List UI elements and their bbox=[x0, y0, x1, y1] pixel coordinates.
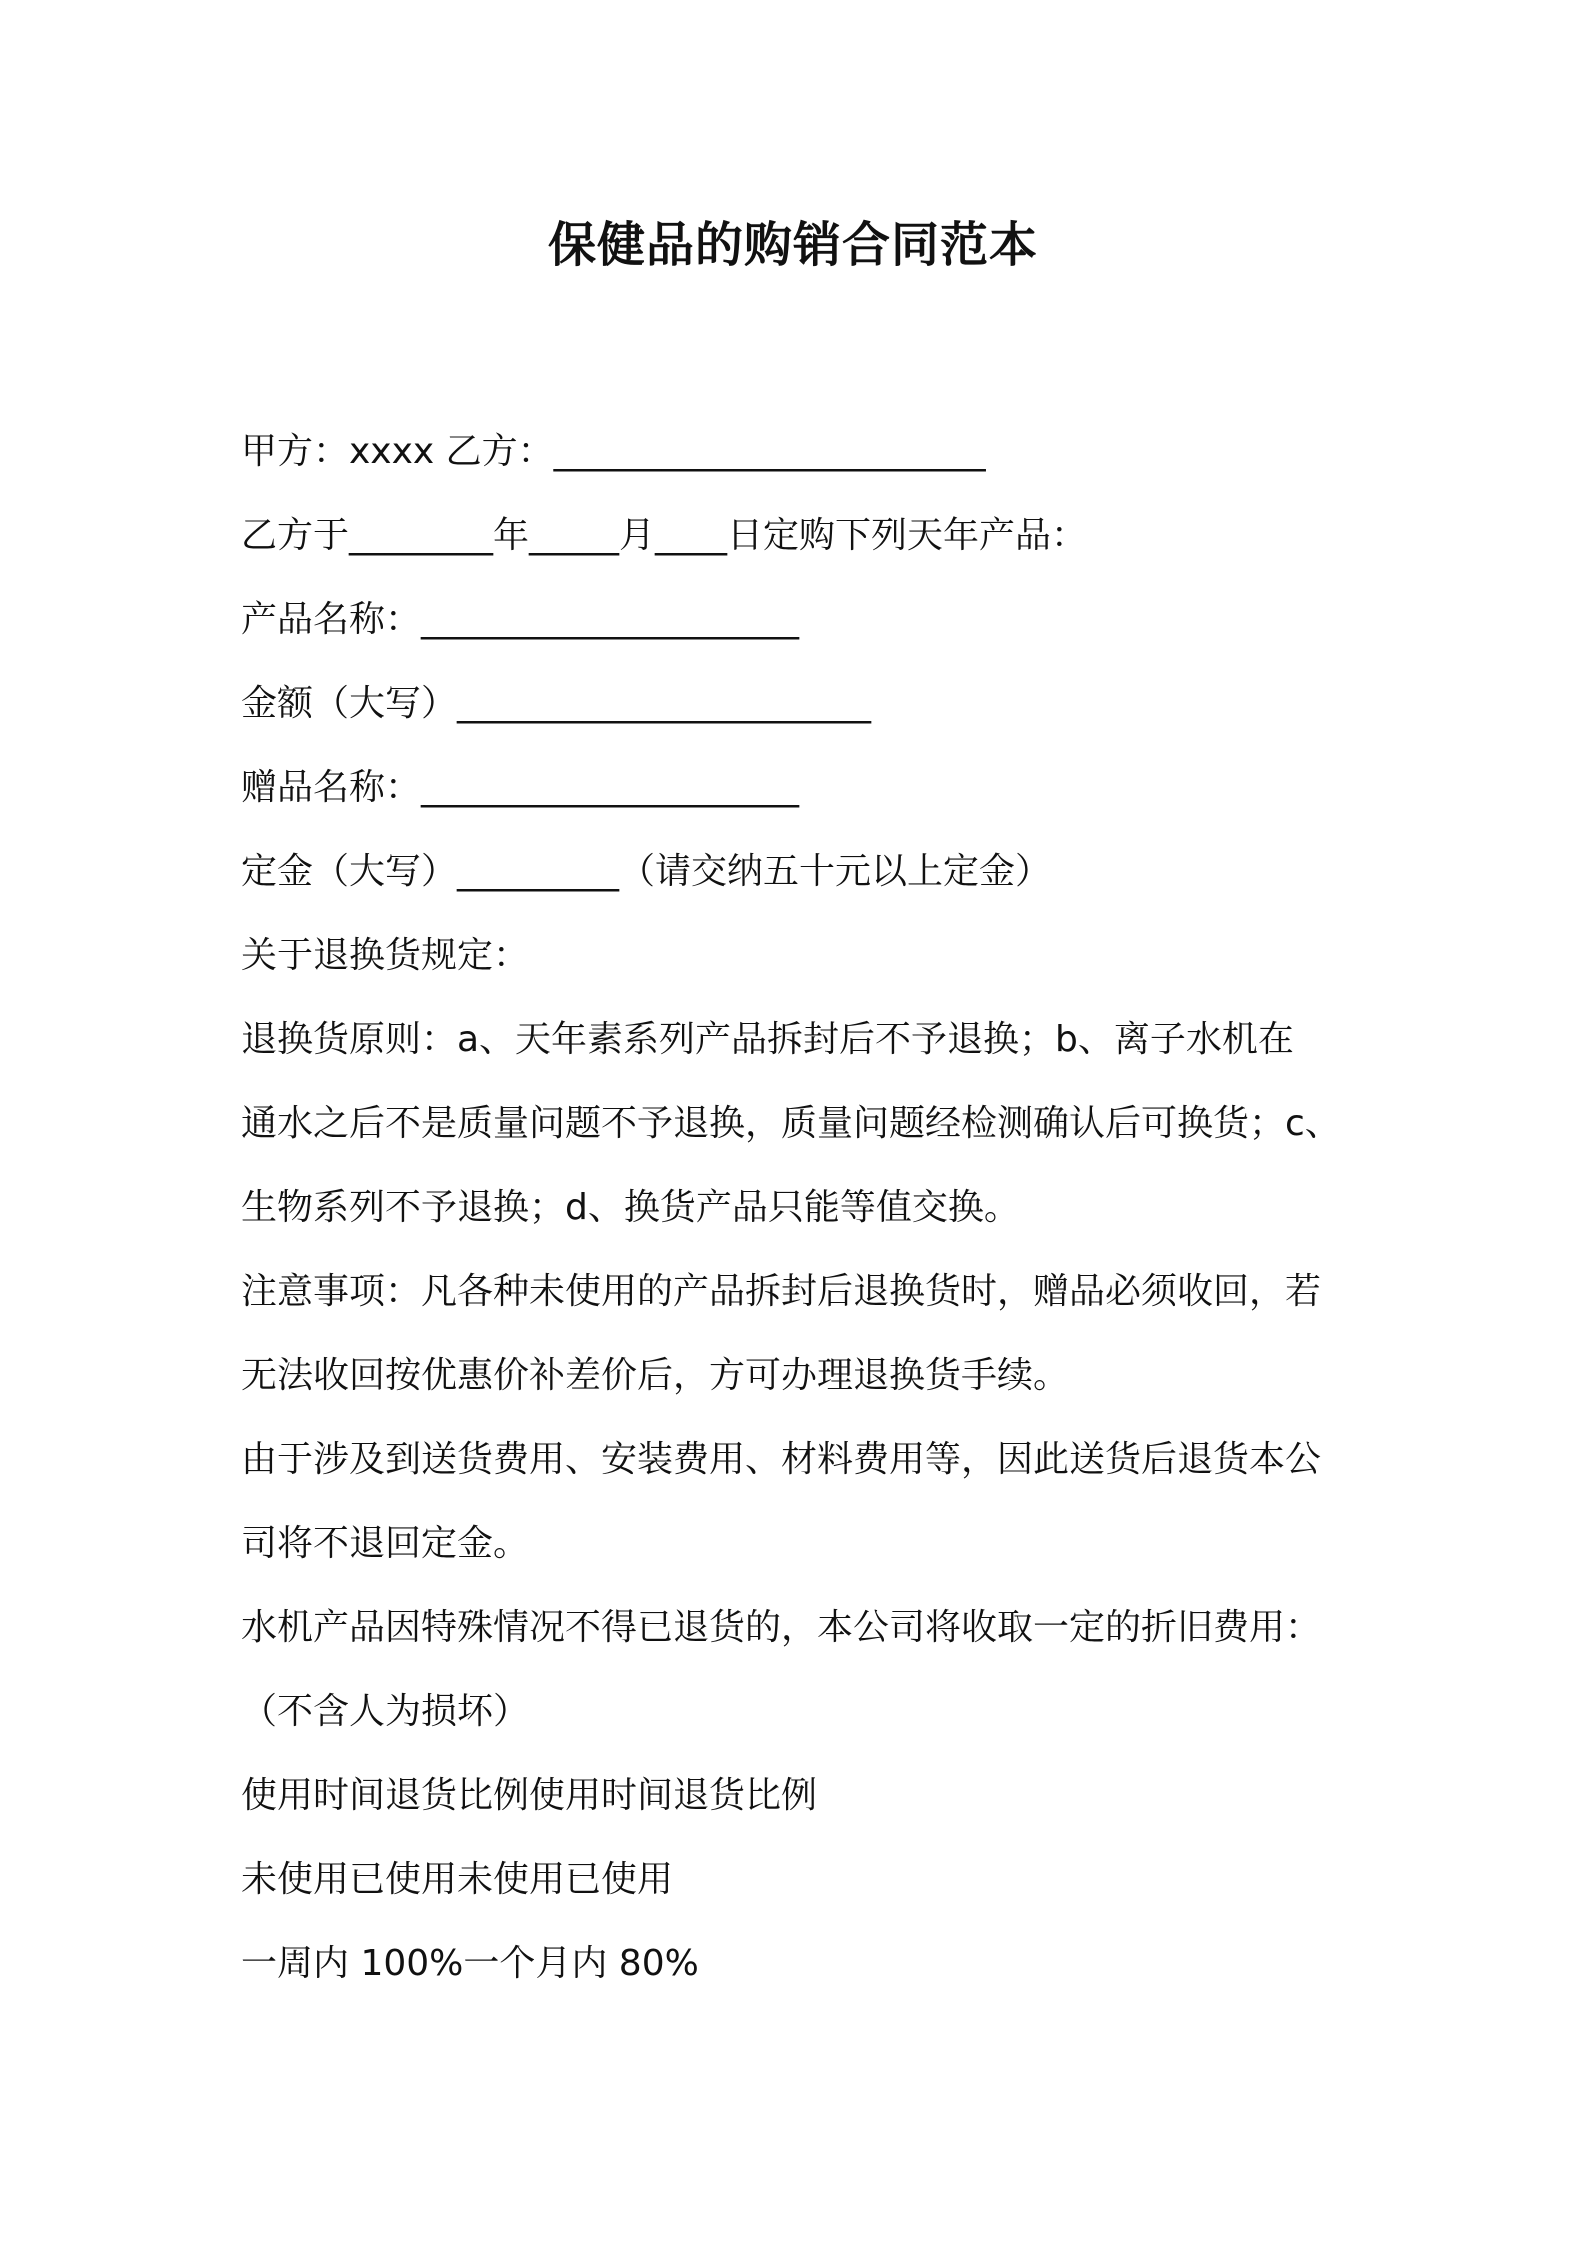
gift-name-line: 赠品名称：_____________________ bbox=[241, 767, 800, 808]
exclusion-line: （不含人为损坏） bbox=[241, 1691, 530, 1732]
return-principle-line-3: 生物系列不予退换；d、换货产品只能等值交换。 bbox=[241, 1187, 1020, 1228]
document-body bbox=[241, 410, 1376, 2006]
notice-line-1: 注意事项：凡各种未使用的产品拆封后退换货时，赠品必须收回，若 bbox=[241, 1271, 1322, 1312]
product-name-line: 产品名称：_____________________ bbox=[241, 599, 800, 640]
table-row-line: 一周内 100%一个月内 80% bbox=[241, 1943, 699, 1984]
party-line: 甲方：xxxx 乙方：________________________ bbox=[241, 431, 986, 472]
depreciation-line: 水机产品因特殊情况不得已退货的，本公司将收取一定的折旧费用： bbox=[241, 1607, 1322, 1648]
deposit-line: 定金（大写）_________（请交纳五十元以上定金） bbox=[241, 851, 1052, 892]
document-title: 保健品的购销合同范本 bbox=[547, 217, 1038, 273]
notice-line-2: 无法收回按优惠价补差价后，方可办理退换货手续。 bbox=[241, 1355, 1070, 1396]
amount-line: 金额（大写）_______________________ bbox=[241, 683, 872, 724]
order-date-line: 乙方于________年_____月____日定购下列天年产品： bbox=[241, 515, 1088, 556]
return-principle-line-2: 通水之后不是质量问题不予退换，质量问题经检测确认后可换货；c、 bbox=[241, 1103, 1341, 1144]
delivery-cost-line-1: 由于涉及到送货费用、安装费用、材料费用等，因此送货后退货本公 bbox=[241, 1439, 1322, 1480]
delivery-cost-line-2: 司将不退回定金。 bbox=[241, 1523, 530, 1564]
table-subheader-line: 未使用已使用未使用已使用 bbox=[241, 1859, 674, 1900]
return-rules-heading: 关于退换货规定： bbox=[241, 935, 530, 976]
return-principle-line-1: 退换货原则：a、天年素系列产品拆封后不予退换；b、离子水机在 bbox=[241, 1019, 1294, 1060]
table-header-line: 使用时间退货比例使用时间退货比例 bbox=[241, 1775, 818, 1816]
